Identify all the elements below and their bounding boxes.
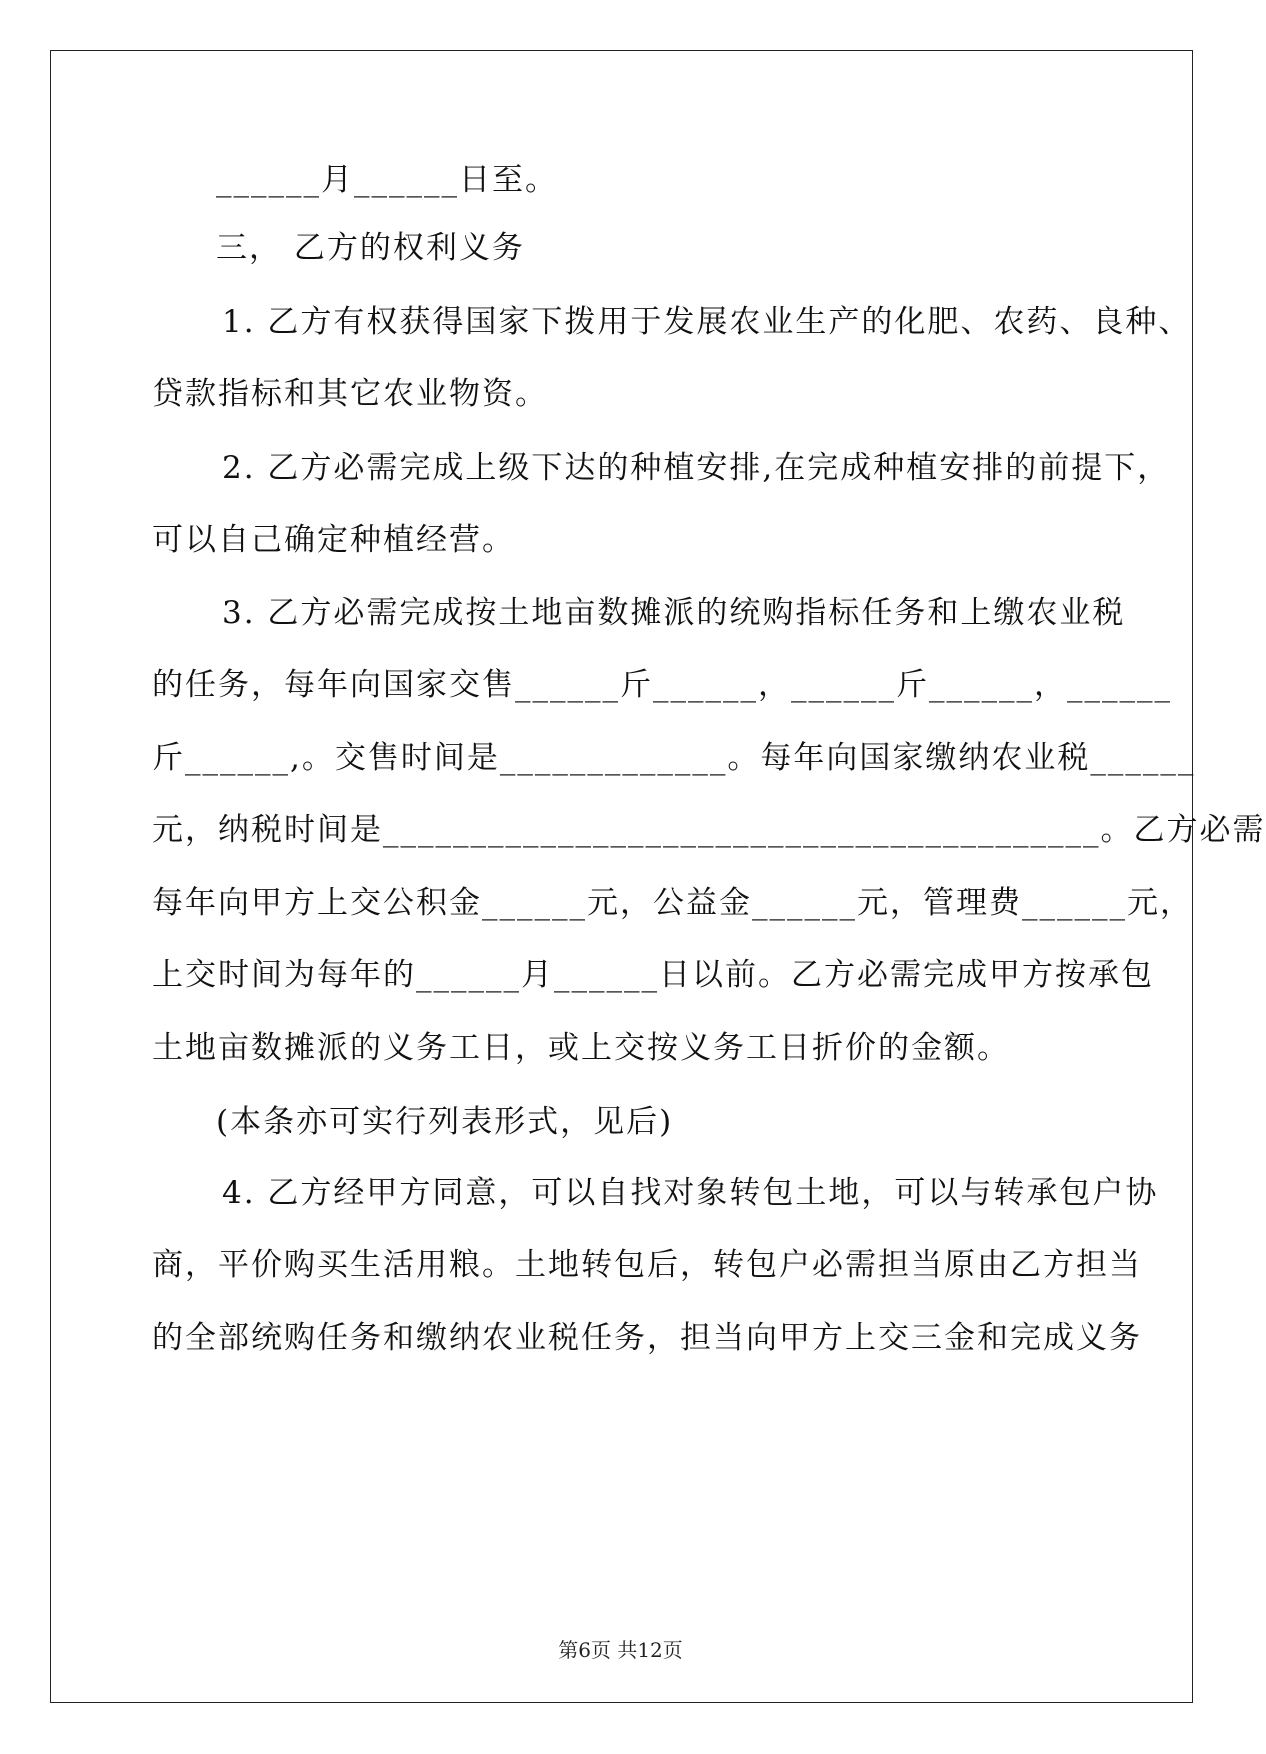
section-heading: 三， 乙方的权利义务 — [216, 230, 525, 266]
text-line: 可以自己确定种植经营。 — [152, 522, 515, 558]
text-line: 1. 乙方有权获得国家下拨用于发展农业生产的化肥、农药、良种、 — [222, 304, 1192, 340]
text-line: 斤______,。交售时间是_____________。每年向国家缴纳农业税______ — [152, 740, 1196, 776]
page-number: 第6页 共12页 — [558, 1638, 683, 1662]
text-line: 的任务，每年向国家交售______斤______，______斤______，______ — [152, 667, 1172, 703]
text-line: 2. 乙方必需完成上级下达的种植安排,在完成种植安排的前提下， — [222, 450, 1171, 486]
text-line: (本条亦可实行列表形式，见后) — [216, 1104, 674, 1140]
text-line: 商，平价购买生活用粮。土地转包后，转包户必需担当原由乙方担当 — [152, 1247, 1142, 1283]
text-line: 元，纳税时间是_________________________________________。乙方必需 — [152, 812, 1266, 848]
page-border — [50, 50, 1266, 1703]
text-line: 土地亩数摊派的义务工日，或上交按义务工日折价的金额。 — [152, 1030, 1010, 1066]
text-line: ______月______日至。 — [216, 162, 558, 198]
text-line: 每年向甲方上交公积金______元，公益金______元，管理费______元， — [152, 885, 1193, 921]
text-line: 3. 乙方必需完成按土地亩数摊派的统购指标任务和上缴农业税 — [222, 595, 1126, 631]
text-line: 4. 乙方经甲方同意，可以自找对象转包土地，可以与转承包户协 — [222, 1175, 1159, 1211]
text-line: 上交时间为每年的______月______日以前。乙方必需完成甲方按承包 — [152, 957, 1154, 993]
text-line: 贷款指标和其它农业物资。 — [152, 376, 548, 412]
text-line: 的全部统购任务和缴纳农业税任务，担当向甲方上交三金和完成义务 — [152, 1320, 1142, 1356]
